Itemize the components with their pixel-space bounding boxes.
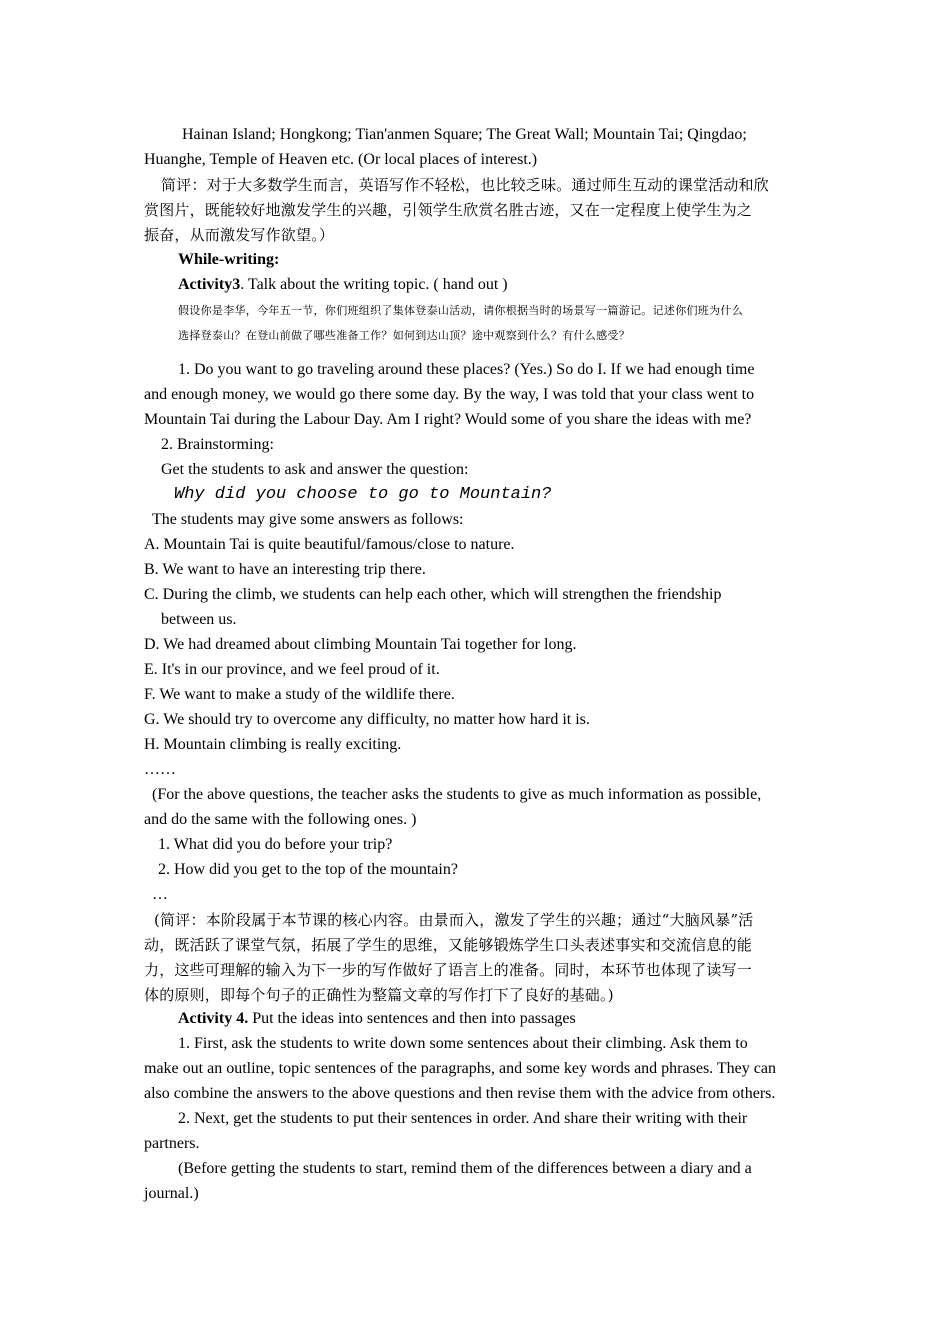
brainstorm-instruction: Get the students to ask and answer the question: <box>161 461 469 478</box>
answer-c-line-1: C. During the climb, we students can help each other, which will strengthen the friendship <box>144 586 722 603</box>
answers-intro: The students may give some answers as follows: <box>152 511 464 528</box>
answer-c-line-2: between us. <box>161 611 237 628</box>
followup-question-1: 1. What did you do before your trip? <box>158 836 393 853</box>
a4-step1-line-3: also combine the answers to the above questions and then revise them with the advice from others. <box>144 1085 776 1102</box>
followups-ellipsis: … <box>152 886 168 903</box>
activity3-text: . Talk about the writing topic. ( hand out ) <box>240 276 508 293</box>
activity4-text: Put the ideas into sentences and then into passages <box>248 1010 576 1027</box>
answer-e: E. It's in our province, and we feel proud of it. <box>144 661 440 678</box>
intro-line-2: Huanghe, Temple of Heaven etc. (Or local places of interest.) <box>144 151 538 168</box>
a4-step1-line-1: 1. First, ask the students to write down some sentences about their climbing. Ask them to <box>178 1035 748 1052</box>
answer-g: G. We should try to overcome any difficulty, no matter how hard it is. <box>144 711 590 728</box>
answer-d: D. We had dreamed about climbing Mountain Tai together for long. <box>144 636 577 653</box>
handout-line-2: 选择登泰山？在登山前做了哪些准备工作？如何到达山顶？途中观察到什么？有什么感受？ <box>178 329 630 342</box>
a4-step2-line-2: partners. <box>144 1135 200 1152</box>
comment1-line-1: 简评：对于大多数学生而言，英语写作不轻松，也比较乏味。通过师生互动的课堂活动和欣 <box>161 176 770 194</box>
answer-h: H. Mountain climbing is really exciting. <box>144 736 402 753</box>
comment2-line-2: 动，既活跃了课堂气氛，拓展了学生的思维，又能够锻炼学生口头表述事实和交流信息的能 <box>144 936 753 954</box>
activity4-label: Activity 4. <box>178 1010 249 1027</box>
handout-line-1: 假设你是李华，今年五一节，你们班组织了集体登泰山活动，请你根据当时的场景写一篇游记。记述你们班为什么 <box>178 304 743 317</box>
answer-b: B. We want to have an interesting trip there. <box>144 561 426 578</box>
comment2-line-3: 力，这些可理解的输入为下一步的写作做好了语言上的准备。同时，本环节也体现了读写一 <box>144 961 753 979</box>
step1-line-1: 1. Do you want to go traveling around these places? (Yes.) So do I. If we had enough time <box>178 361 755 378</box>
note-line-1: (For the above questions, the teacher asks the students to give as much information as possible, <box>152 786 762 803</box>
activity3-heading <box>178 275 508 295</box>
intro-line-1: Hainan Island; Hongkong; Tian'anmen Square; The Great Wall; Mountain Tai; Qingdao; <box>182 126 747 143</box>
reminder-line-2: journal.) <box>144 1185 199 1202</box>
step1-line-2: and enough money, we would go there some day. By the way, I was told that your class went to <box>144 386 755 403</box>
comment2-line-1: (简评：本阶段属于本节课的核心内容。由景而入，激发了学生的兴趣；通过“大脑风暴”活 <box>154 911 754 929</box>
comment2-line-4: 体的原则，即每个句子的正确性为整篇文章的写作打下了良好的基础。) <box>144 986 614 1004</box>
brainstorm-title: 2. Brainstorming: <box>161 436 274 453</box>
answers-ellipsis: …… <box>144 761 176 778</box>
reminder-line-1: (Before getting the students to start, remind them of the differences between a diary and a <box>178 1160 752 1177</box>
comment1-line-3: 振奋，从而激发写作欲望。） <box>144 226 335 244</box>
note-line-2: and do the same with the following ones. ) <box>144 811 417 828</box>
activity3-label: Activity3 <box>178 276 241 293</box>
answer-a: A. Mountain Tai is quite beautiful/famous/close to nature. <box>144 536 515 553</box>
a4-step1-line-2: make out an outline, topic sentences of the paragraphs, and some key words and phrases. They can <box>144 1060 776 1077</box>
answer-f: F. We want to make a study of the wildlife there. <box>144 686 455 703</box>
a4-step2-line-1: 2. Next, get the students to put their sentences in order. And share their writing with their <box>178 1110 748 1127</box>
brainstorm-question: Why did you choose to go to Mountain? <box>174 485 552 504</box>
activity4-heading <box>178 1009 576 1029</box>
section-heading-while-writing: While-writing: <box>178 251 280 268</box>
step1-line-3: Mountain Tai during the Labour Day. Am I right? Would some of you share the ideas with me? <box>144 411 752 428</box>
followup-question-2: 2. How did you get to the top of the mountain? <box>158 861 458 878</box>
comment1-line-2: 赏图片，既能较好地激发学生的兴趣，引领学生欣赏名胜古迹，又在一定程度上使学生为之 <box>144 201 753 219</box>
